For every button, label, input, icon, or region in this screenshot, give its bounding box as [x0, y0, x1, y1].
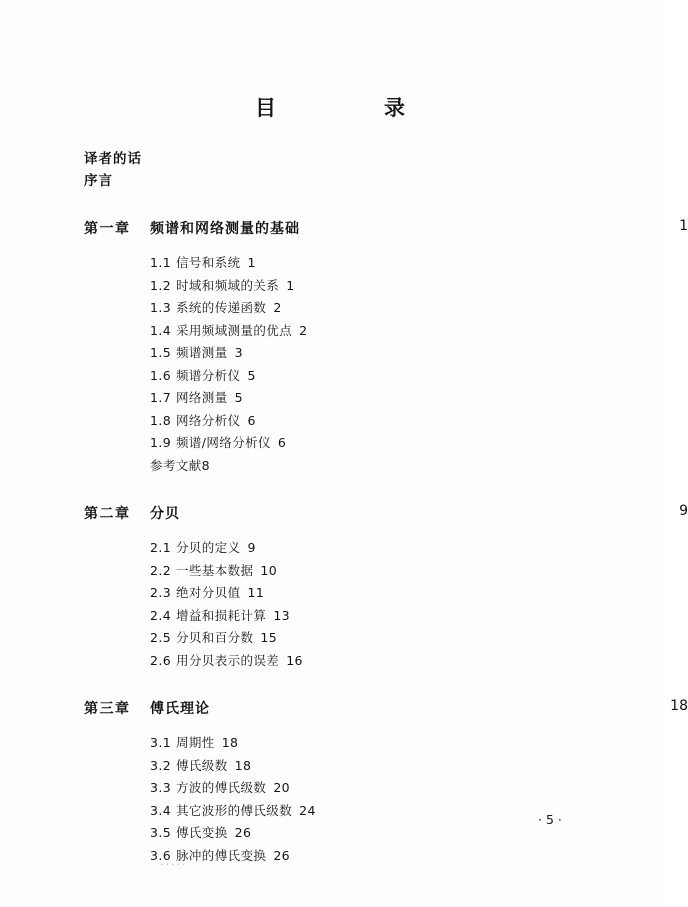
entry-text: 信号和系统	[176, 255, 241, 270]
chapter-page-2: 9	[679, 503, 688, 519]
entry-number: 3.3	[150, 780, 172, 795]
entry-page: 24	[299, 802, 316, 818]
entry-page: 13	[273, 607, 291, 623]
entry-text: 其它波形的傅氏级数	[176, 802, 293, 818]
entry-text: 时域和频域的关系	[176, 277, 280, 293]
toc-entry[interactable]	[150, 732, 604, 755]
entry-number: 1.4	[150, 322, 172, 338]
toc-entry[interactable]	[150, 650, 604, 673]
toc-entry[interactable]	[150, 252, 604, 275]
entry-number: 1.5	[150, 345, 172, 360]
toc-entry[interactable]	[150, 605, 604, 628]
chapter-page-3: 18	[670, 698, 688, 714]
front-matter-item-1[interactable]: 序言	[84, 173, 113, 189]
entry-page: 1	[247, 255, 256, 270]
toc-entry[interactable]	[150, 582, 604, 605]
entry-number: 2.6	[150, 652, 172, 668]
entry-number: 2.1	[150, 540, 172, 555]
chapter-block-1	[84, 218, 688, 477]
entry-page: 18	[221, 735, 239, 750]
entry-text: 绝对分贝值	[176, 585, 241, 600]
chapter-heading-1[interactable]	[84, 218, 688, 240]
entry-number: 2.4	[150, 607, 172, 623]
chapter-heading-3[interactable]	[84, 698, 688, 720]
entry-text: 周期性	[176, 735, 215, 750]
chapter-block-3	[84, 698, 688, 867]
entry-page: 10	[260, 562, 278, 578]
chapter-title-1: 频谱和网络测量的基础	[150, 221, 300, 237]
toc-entry[interactable]	[150, 777, 604, 800]
toc-entry[interactable]	[150, 365, 604, 388]
entry-number: 1.3	[150, 300, 172, 315]
toc-entry[interactable]	[150, 537, 604, 560]
entry-number: 3.2	[150, 757, 172, 773]
chapter-page-1: 1	[679, 218, 688, 234]
page-smudge: .....	[160, 855, 188, 868]
entry-page: 2	[299, 322, 308, 338]
chapter-label-1: 第一章	[84, 221, 131, 237]
entry-text: 一些基本数据	[176, 562, 254, 578]
entry-text: 系统的传递函数	[176, 300, 267, 315]
entry-text: 采用频域测量的优点	[176, 322, 293, 338]
entry-number: 1.8	[150, 412, 172, 428]
chapter-block-2	[84, 503, 688, 672]
entry-number: 1.1	[150, 255, 172, 270]
reference-page: 8	[201, 457, 210, 473]
entry-text: 网络测量	[176, 390, 228, 405]
chapter-title-2: 分贝	[150, 506, 180, 522]
entry-page: 20	[273, 780, 291, 795]
entry-text: 分贝和百分数	[176, 630, 254, 645]
entry-text: 分贝的定义	[176, 540, 241, 555]
chapter-label-3: 第三章	[84, 701, 131, 717]
entry-page: 15	[260, 630, 278, 645]
reference-text: 参考文献	[150, 457, 202, 473]
entry-number: 3.1	[150, 735, 172, 750]
toc-entry[interactable]	[150, 342, 604, 365]
chapter-heading-2[interactable]	[84, 503, 688, 525]
table-of-contents	[84, 148, 688, 869]
toc-entry[interactable]	[150, 275, 604, 298]
entry-text: 傅氏变换	[176, 825, 228, 840]
entry-number: 1.2	[150, 277, 172, 293]
entry-text: 频谱测量	[176, 345, 228, 360]
entry-number: 2.2	[150, 562, 172, 578]
entry-text: 脉冲的傅氏变换	[176, 847, 267, 863]
entry-page: 1	[286, 277, 295, 293]
toc-entry[interactable]	[150, 320, 604, 343]
entry-text: 增益和损耗计算	[176, 607, 267, 623]
entry-page: 9	[247, 540, 256, 555]
toc-reference-entry[interactable]	[150, 455, 604, 478]
entry-text: 傅氏级数	[176, 757, 228, 773]
entry-text: 网络分析仪	[176, 412, 241, 428]
entry-number: 1.7	[150, 390, 172, 405]
entry-page: 2	[273, 300, 282, 315]
toc-entry[interactable]	[150, 755, 604, 778]
entry-text: 频谱/网络分析仪	[176, 435, 271, 450]
chapter-entries-2	[84, 537, 604, 672]
page-folio: · 5 ·	[538, 812, 562, 827]
entry-page: 26	[234, 825, 252, 840]
entry-number: 2.3	[150, 585, 172, 600]
entry-number: 3.6	[150, 847, 172, 863]
toc-entry[interactable]	[150, 410, 604, 433]
chapter-entries-3	[84, 732, 604, 867]
entry-number: 1.9	[150, 435, 172, 450]
entry-text: 频谱分析仪	[176, 367, 241, 383]
chapter-label-2: 第二章	[84, 506, 131, 522]
entry-number: 2.5	[150, 630, 172, 645]
toc-entry[interactable]	[150, 387, 604, 410]
entry-text: 方波的傅氏级数	[176, 780, 267, 795]
toc-entry[interactable]	[150, 297, 604, 320]
entry-page: 5	[234, 390, 243, 405]
toc-entry[interactable]	[150, 627, 604, 650]
entry-number: 3.4	[150, 802, 172, 818]
entry-page: 3	[234, 345, 243, 360]
toc-entry[interactable]	[150, 432, 604, 455]
entry-page: 5	[247, 367, 256, 383]
entry-page: 11	[247, 585, 265, 600]
entry-page: 18	[234, 757, 252, 773]
entry-page: 6	[277, 435, 287, 450]
front-matter-item-0[interactable]: 译者的话	[84, 151, 142, 167]
page-title: 目 录	[255, 96, 427, 120]
entry-number: 3.5	[150, 825, 172, 840]
chapter-entries-1	[84, 252, 604, 477]
chapter-title-3: 傅氏理论	[150, 701, 210, 717]
entry-page: 26	[273, 847, 291, 863]
entry-text: 用分贝表示的误差	[176, 652, 280, 668]
toc-entry[interactable]	[150, 560, 604, 583]
entry-page: 6	[247, 412, 256, 428]
entry-number: 1.6	[150, 367, 172, 383]
entry-page: 16	[286, 652, 303, 668]
